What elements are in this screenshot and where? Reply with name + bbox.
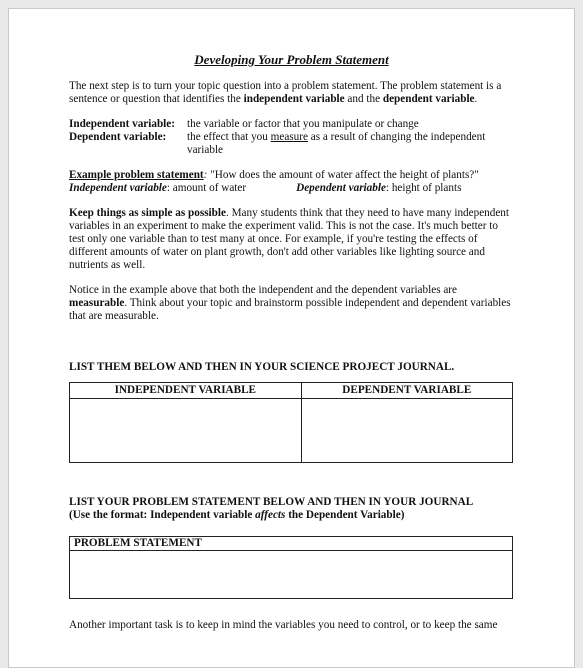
independent-definition: the variable or factor that you manipulate or change: [187, 118, 419, 130]
document-content: [69, 53, 514, 632]
dependent-definition-text: as a result of changing the independent variable: [187, 131, 486, 156]
dependent-variable-header: DEPENDENT VARIABLE: [301, 383, 512, 399]
page-title: Developing Your Problem Statement: [194, 52, 389, 67]
simple-paragraph: [69, 207, 514, 272]
list-heading: LIST THEM BELOW AND THEN IN YOUR SCIENCE PROJECT JOURNAL.: [69, 361, 455, 373]
intro-dependent-term: dependent variable: [382, 93, 475, 105]
notice-text: . Think about your topic and brainstorm possible independent and dependent variables that are measurable.: [69, 297, 511, 322]
example-colon: :: [203, 169, 208, 181]
independent-variable-header: INDEPENDENT VARIABLE: [70, 383, 302, 399]
problem-statement-table: [69, 536, 513, 599]
intro-text: .: [474, 93, 478, 105]
simple-text: . Many students think that they need to have many independent variables in an experiment to make the experiment valid. This is not the case. It's much better to test only one variable than to test many at once. For example, if you're testing the effects of different amounts of water on plant growth, don't add other variables like lighting source and nutrients as well.: [69, 207, 510, 271]
example-dv-label: Dependent variable: [296, 182, 386, 194]
example-question: "How does the amount of water affect the height of plants?": [207, 169, 479, 181]
problem-heading: LIST YOUR PROBLEM STATEMENT BELOW AND THEN IN YOUR JOURNAL: [69, 496, 474, 508]
document-page: [8, 8, 575, 668]
footer-text: Another important task is to keep in mind the variables you need to control, or to keep the same: [69, 619, 498, 631]
measure-word: measure: [270, 131, 308, 143]
intro-text: and the: [344, 93, 383, 105]
problem-format-note: [69, 509, 514, 522]
example-dv-value: : height of plants: [385, 182, 462, 194]
dependent-variable-cell[interactable]: [301, 399, 512, 463]
notice-paragraph: [69, 284, 514, 323]
intro-text: The next step is to turn your topic question into a problem statement. The problem statement is a sentence or question that identifies the: [69, 80, 502, 105]
definition-dependent: [69, 131, 514, 157]
variables-table: [69, 382, 513, 463]
problem-statement-cell[interactable]: [70, 551, 513, 599]
affects-word: affects: [255, 509, 286, 521]
intro-independent-term: independent variable: [243, 93, 345, 105]
intro-paragraph: [69, 80, 514, 106]
format-note-text: the Dependent Variable): [285, 509, 405, 521]
independent-label: Independent variable:: [69, 118, 175, 130]
dependent-label: Dependent variable:: [69, 131, 167, 143]
notice-bold: measurable: [69, 297, 125, 309]
definition-independent: [69, 118, 514, 131]
problem-statement-header: PROBLEM STATEMENT: [70, 537, 513, 551]
format-note-text: (Use the format: Independent variable: [69, 509, 256, 521]
notice-text: Notice in the example above that both the independent and the dependent variables are: [69, 284, 457, 296]
example-line: [69, 169, 514, 182]
example-variables: [69, 182, 514, 195]
example-label: Example problem statement: [69, 169, 204, 181]
dependent-definition-text: the effect that you: [187, 131, 271, 143]
simple-bold: Keep things as simple as possible: [69, 207, 226, 219]
example-iv-value: : amount of water: [166, 182, 247, 194]
independent-variable-cell[interactable]: [70, 399, 302, 463]
example-iv-label: Independent variable: [69, 182, 167, 194]
dependent-definition: [187, 131, 514, 157]
